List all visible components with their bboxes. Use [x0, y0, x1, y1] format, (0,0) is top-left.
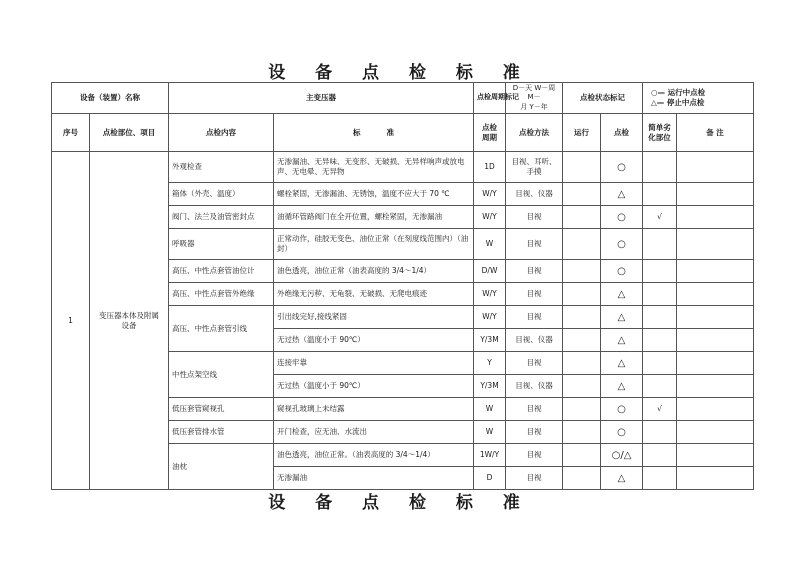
running-cell [563, 283, 601, 306]
inspection-content: 中性点架空线 [169, 352, 274, 398]
inspection-method: 目视、仪器 [506, 375, 563, 398]
check-symbol: △ [601, 283, 643, 306]
inspection-method: 目视 [506, 283, 563, 306]
inspection-content: 高压、中性点套管引线 [169, 306, 274, 352]
inspection-cycle: D [474, 467, 506, 490]
check-symbol: ○/△ [601, 444, 643, 467]
col-remark: 备 注 [677, 114, 754, 152]
col-cycle-line-2: 周期 [482, 132, 497, 142]
remark-cell [677, 352, 754, 375]
equipment-name-value: 主变压器 [169, 83, 474, 114]
inspection-standard: 油色透亮，油位正常（油表高度的 3/4～1/4） [274, 260, 474, 283]
check-symbol: △ [601, 467, 643, 490]
col-simple-degradation [643, 114, 677, 152]
simple-degradation-mark [643, 306, 677, 329]
inspection-cycle: W/Y [474, 306, 506, 329]
cycle-mark-label: 点检周期标记 [474, 83, 506, 114]
inspection-cycle: W/Y [474, 206, 506, 229]
col-cycle-line-1: 点检 [482, 122, 497, 132]
group-seq: 1 [52, 152, 90, 490]
inspection-method: 目视 [506, 229, 563, 260]
inspection-content: 外观检查 [169, 152, 274, 183]
running-cell [563, 352, 601, 375]
inspection-method: 目视、仪器 [506, 329, 563, 352]
col-standard: 标 准 [274, 114, 474, 152]
col-running: 运行 [563, 114, 601, 152]
remark-cell [677, 444, 754, 467]
inspection-standard: 螺栓紧固，无渗漏油、无锈蚀，温度不应大于 70 ℃ [274, 183, 474, 206]
simple-degradation-mark [643, 260, 677, 283]
group-part: 变压器本体及附属设备 [90, 152, 169, 490]
col-seq: 序号 [52, 114, 90, 152]
check-symbol: ○ [601, 229, 643, 260]
inspection-content: 阀门、法兰及油管密封点 [169, 206, 274, 229]
running-cell [563, 467, 601, 490]
remark-cell [677, 206, 754, 229]
inspection-method: 目视、仪器 [506, 183, 563, 206]
col-part: 点检部位、项目 [90, 114, 169, 152]
inspection-content: 低压套管窥视孔 [169, 398, 274, 421]
inspection-method: 目视 [506, 398, 563, 421]
check-symbol: △ [601, 183, 643, 206]
inspection-cycle: D/W [474, 260, 506, 283]
inspection-method: 目视 [506, 444, 563, 467]
simple-degradation-mark [643, 352, 677, 375]
check-symbol: ○ [601, 260, 643, 283]
table-row [52, 152, 754, 183]
inspection-cycle: W [474, 421, 506, 444]
inspection-method: 目视 [506, 260, 563, 283]
running-cell [563, 329, 601, 352]
running-cell [563, 398, 601, 421]
inspection-cycle: W [474, 229, 506, 260]
remark-cell [677, 229, 754, 260]
remark-cell [677, 260, 754, 283]
cycle-mark-line-2: 月 Y－年 [520, 102, 548, 111]
inspection-content: 高压、中性点套管油位计 [169, 260, 274, 283]
inspection-cycle: Y/3M [474, 329, 506, 352]
inspection-content: 呼吸器 [169, 229, 274, 260]
simple-degradation-mark [643, 183, 677, 206]
col-method: 点检方法 [506, 114, 563, 152]
col-content: 点检内容 [169, 114, 274, 152]
check-symbol: △ [601, 329, 643, 352]
remark-cell [677, 283, 754, 306]
inspection-standard: 无过热（温度小于 90℃） [274, 375, 474, 398]
status-legend [643, 83, 754, 114]
running-cell [563, 421, 601, 444]
col-check: 点检 [601, 114, 643, 152]
inspection-standard: 窥视孔玻璃上未结露 [274, 398, 474, 421]
inspection-method: 目视 [506, 206, 563, 229]
check-symbol: ○ [601, 421, 643, 444]
running-cell [563, 152, 601, 183]
inspection-standard: 正常动作，硅胶无变色、油位正常（在刻度线范围内）（油封） [274, 229, 474, 260]
cycle-mark-line-1: D－天 W－周 M－ [512, 84, 556, 102]
running-cell [563, 260, 601, 283]
check-symbol: △ [601, 306, 643, 329]
inspection-content: 油枕 [169, 444, 274, 490]
inspection-method: 目视 [506, 352, 563, 375]
running-cell [563, 375, 601, 398]
check-symbol: △ [601, 375, 643, 398]
remark-cell [677, 467, 754, 490]
inspection-method: 目视 [506, 467, 563, 490]
header-row [52, 83, 754, 114]
remark-cell [677, 421, 754, 444]
check-symbol: ○ [601, 398, 643, 421]
page-title: 设 备 点 检 标 准 [268, 63, 532, 83]
simple-degradation-mark [643, 467, 677, 490]
inspection-method: 目视 [506, 306, 563, 329]
inspection-table [51, 82, 754, 490]
inspection-cycle: W [474, 398, 506, 421]
simple-degradation-mark [643, 229, 677, 260]
footer-title: 设 备 点 检 标 准 [268, 493, 532, 513]
inspection-standard: 无过热（温度小于 90℃） [274, 329, 474, 352]
check-symbol: △ [601, 352, 643, 375]
legend-running-check: ○— 运行中点检 [651, 88, 706, 98]
inspection-cycle: W/Y [474, 283, 506, 306]
simple-degradation-mark [643, 152, 677, 183]
inspection-cycle: 1D [474, 152, 506, 183]
inspection-standard: 开门检查，应无油、水流出 [274, 421, 474, 444]
col-simple-line-2: 化部位 [648, 132, 671, 142]
check-symbol: ○ [601, 206, 643, 229]
remark-cell [677, 183, 754, 206]
inspection-standard: 连接牢靠 [274, 352, 474, 375]
simple-degradation-mark: √ [643, 206, 677, 229]
remark-cell [677, 329, 754, 352]
col-simple-line-1: 简单劣 [648, 122, 671, 132]
inspection-content: 高压、中性点套管外绝缘 [169, 283, 274, 306]
running-cell [563, 229, 601, 260]
inspection-standard: 无渗漏油 [274, 467, 474, 490]
inspection-cycle: 1W/Y [474, 444, 506, 467]
inspection-standard: 外绝缘无污秽、无龟裂、无破损、无爬电痕迹 [274, 283, 474, 306]
simple-degradation-mark [643, 421, 677, 444]
running-cell [563, 444, 601, 467]
simple-degradation-mark [643, 444, 677, 467]
check-symbol: ○ [601, 152, 643, 183]
legend-stopped-check: △— 停止中点检 [651, 98, 705, 108]
simple-degradation-mark: √ [643, 398, 677, 421]
status-mark-label: 点检状态标记 [563, 83, 643, 114]
inspection-standard: 油循环管路阀门在全开位置，螺栓紧固，无渗漏油 [274, 206, 474, 229]
column-header-row [52, 114, 754, 152]
inspection-content: 箱体（外壳、温度） [169, 183, 274, 206]
col-cycle [474, 114, 506, 152]
inspection-cycle: W/Y [474, 183, 506, 206]
inspection-method: 目视、耳听、手摸 [506, 152, 563, 183]
simple-degradation-mark [643, 283, 677, 306]
inspection-method: 目视 [506, 421, 563, 444]
inspection-standard: 引出线完好,接线紧固 [274, 306, 474, 329]
remark-cell [677, 306, 754, 329]
inspection-standard: 油色透亮，油位正常。（油表高度的 3/4～1/4） [274, 444, 474, 467]
equipment-name-label: 设备（装置）名称 [52, 83, 169, 114]
remark-cell [677, 398, 754, 421]
running-cell [563, 306, 601, 329]
remark-cell [677, 152, 754, 183]
inspection-content: 低压套管排水管 [169, 421, 274, 444]
simple-degradation-mark [643, 329, 677, 352]
running-cell [563, 206, 601, 229]
remark-cell [677, 375, 754, 398]
running-cell [563, 183, 601, 206]
inspection-standard: 无渗漏油、无异味、无变形、无破损、无异样响声或放电声、无电晕、无异物 [274, 152, 474, 183]
inspection-cycle: Y/3M [474, 375, 506, 398]
inspection-cycle: Y [474, 352, 506, 375]
simple-degradation-mark [643, 375, 677, 398]
